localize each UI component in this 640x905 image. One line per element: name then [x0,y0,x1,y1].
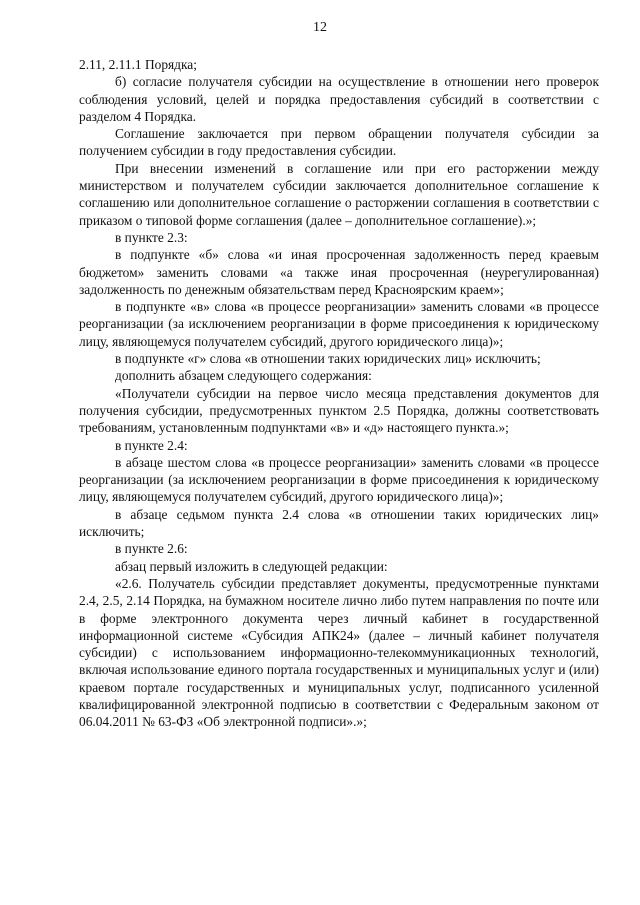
paragraph: в пункте 2.4: [115,437,188,453]
paragraph: Соглашение заключается при первом обращении получателя субсидии за получением субсидии в году предоставления субсидии. [79,126,599,159]
paragraph: в абзаце седьмом пункта 2.4 слова «в отношении таких юридических лиц» исключить; [79,506,599,540]
paragraph: в пункте 2.3: [115,229,188,245]
paragraph: в абзаце шестом слова «в процессе реорганизации» заменить словами «в процессе реорганизации (за исключением реорганизации в форме присоединения к юридическому лицу, являющемуся получателем субсидий, другого юридического лица)»; [79,454,599,505]
paragraph: в подпункте «б» слова «и иная просроченная задолженность перед краевым бюджетом» заменить словами «а также иная просроченная (неурегулированная) задолженность по денежным обязательствам перед Красноярским краем»; [79,247,599,297]
paragraph: При внесении изменений в соглашение или при его расторжении между министерством и получателем субсидии заключается дополнительное соглашение к соглашению или дополнительное соглашение о расторжении соглашения в соответствии с приказом о типовой форме соглашения (далее – дополнительное соглашение).»; [79,160,599,228]
paragraph: 2.11, 2.11.1 Порядка; [79,57,197,72]
paragraph: «Получатели субсидии на первое число месяца представления документов для получения субсидии, предусмотренных пунктом 2.5 Порядка, должны соответствовать требованиям, установленным подпунктами «в» и «д» настоящего пункта.»; [79,385,599,436]
paragraph: б) согласие получателя субсидии на осуществление в отношении него проверок соблюдения условий, целей и порядка предоставления субсидий в соответствии с разделом 4 Порядка. [79,74,599,124]
paragraph: абзац первый изложить в следующей редакции: [115,558,388,574]
paragraph: в подпункте «г» слова «в отношении таких юридических лиц» исключить; [115,351,541,367]
paragraph: в пункте 2.6: [115,541,188,557]
paragraph: «2.6. Получатель субсидии представляет документы, предусмотренные пунктами 2.4, 2.5, 2.14 Порядка, на бумажном носителе лично либо путем направления по почте или в форме электронного документа через личный кабинет в государственной информационной системе «Субсидия АПК24» (далее – личный кабинет получателя субсидии) с использованием информационно-телекоммуникационных технологий, включая использование единого портала государственных и муниципальных услуг и (или) краевом портале государственных и муниципальных услуг, подписанного усиленной квалифицированной электронной подписью в соответствии с Федеральным законом от 06.04.2011 № 63-ФЗ «Об электронной подписи».»; [79,575,599,730]
document-body [79,56,599,731]
page-number: 12 [313,20,327,35]
paragraph: в подпункте «в» слова «в процессе реорганизации» заменить словами «в процессе реорганизации (за исключением реорганизации в форме присоединения к юридическому лицу, являющемуся получателем субсидий, другого юридического лица)»; [79,299,599,349]
paragraph: дополнить абзацем следующего содержания: [115,368,372,384]
